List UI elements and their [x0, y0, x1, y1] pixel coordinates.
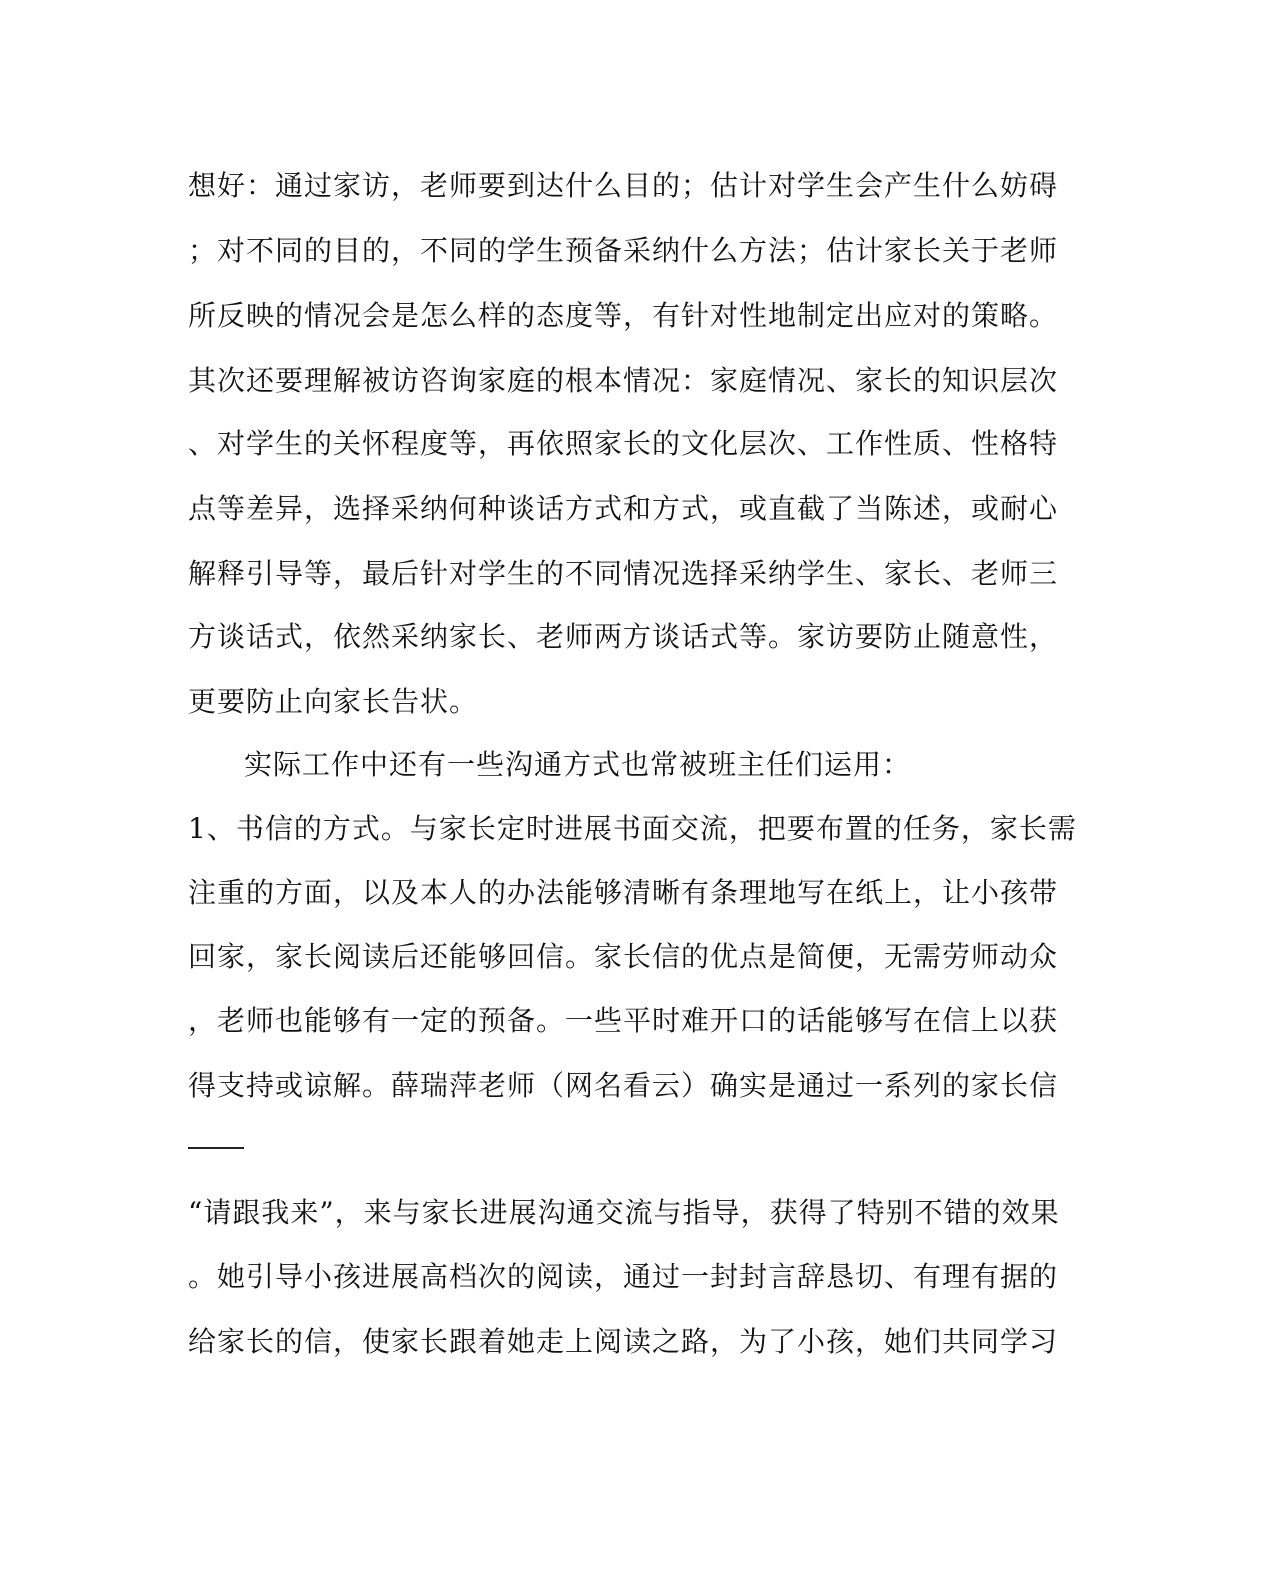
text-line-1: 想好：通过家访，老师要到达什么目的；估计对学生会产生什么妨碍: [188, 169, 1059, 202]
text-line-3: 所反映的情况会是怎么样的态度等，有针对性地制定出应对的策略。: [188, 299, 1059, 332]
text-line-5: 、对学生的关怀程度等，再依照家长的文化层次、工作性质、性格特: [188, 427, 1059, 460]
text-line-7: 解释引导等，最后针对学生的不同情况选择采纳学生、家长、老师三: [188, 557, 1059, 590]
dash-rule: [188, 1147, 244, 1149]
text-line-9: 更要防止向家长告状。: [188, 685, 479, 718]
text-line-6: 点等差异，选择采纳何种谈话方式和方式，或直截了当陈述，或耐心: [188, 492, 1059, 525]
text-line-2: ；对不同的目的，不同的学生预备采纳什么方法；估计家长关于老师: [188, 234, 1059, 267]
text-line-13: 回家，家长阅读后还能够回信。家长信的优点是简便，无需劳师动众: [188, 940, 1059, 973]
text-line-12: 注重的方面，以及本人的办法能够清晰有条理地写在纸上，让小孩带: [188, 876, 1059, 909]
paragraph-intro-line: 实际工作中还有一些沟通方式也常被班主任们运用：: [244, 748, 912, 781]
text-line-18: 给家长的信，使家长跟着她走上阅读之路，为了小孩，她们共同学习: [188, 1325, 1059, 1358]
text-line-8: 方谈话式，依然采纳家长、老师两方谈话式等。家访要防止随意性，: [188, 620, 1059, 653]
text-line-17: 。她引导小孩进展高档次的阅读，通过一封封言辞恳切、有理有据的: [188, 1260, 1059, 1293]
text-line-14: ，老师也能够有一定的预备。一些平时难开口的话能够写在信上以获: [188, 1004, 1059, 1037]
text-line-4: 其次还要理解被访咨询家庭的根本情况：家庭情况、家长的知识层次: [188, 364, 1059, 397]
text-line-11: 1、书信的方式。与家长定时进展书面交流，把要布置的任务，家长需: [188, 812, 1077, 845]
text-line-16: “请跟我来”，来与家长进展沟通交流与指导，获得了特别不错的效果: [188, 1196, 1060, 1229]
text-line-15: 得支持或谅解。薛瑞萍老师（网名看云）确实是通过一系列的家长信: [188, 1069, 1059, 1102]
